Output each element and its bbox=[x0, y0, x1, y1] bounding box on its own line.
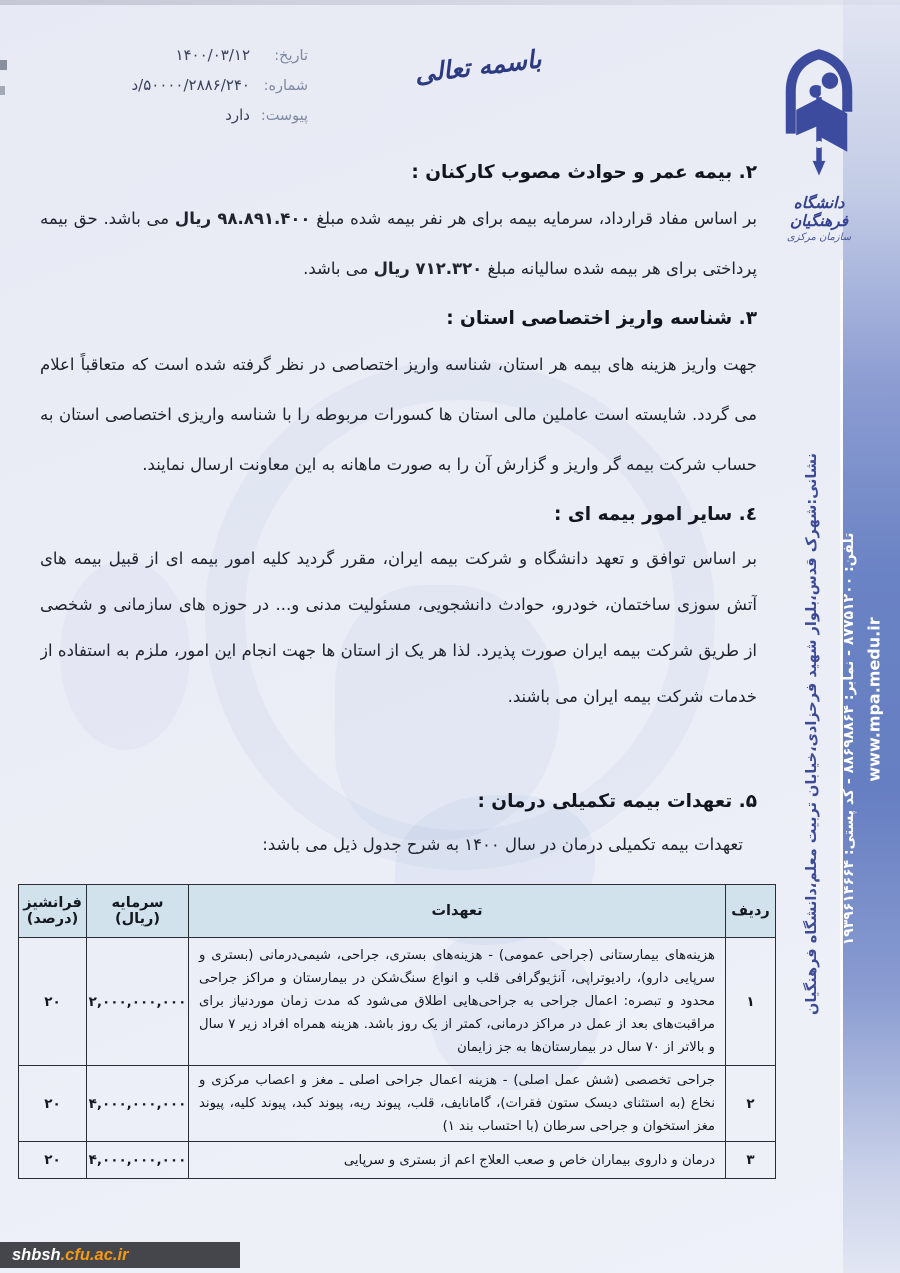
letter-body bbox=[40, 156, 757, 781]
table-row bbox=[19, 938, 776, 1066]
cell-row-number: ۲ bbox=[726, 1066, 776, 1142]
attachment-value: دارد bbox=[225, 106, 250, 124]
section-title-deposit-id: ۳. شناسه واریز اختصاصی استان : bbox=[446, 308, 757, 329]
cell-franchise: ۲۰ bbox=[19, 938, 87, 1066]
scan-speck bbox=[0, 60, 7, 70]
section-title-supplementary: ۵. تعهدات بیمه تکمیلی درمان : bbox=[477, 791, 757, 812]
website-vertical-text: www.mpa.medu.ir bbox=[864, 617, 884, 782]
col-header-row-number: ردیف bbox=[726, 885, 776, 938]
site-watermark-suffix: .cfu.ac.ir bbox=[60, 1246, 129, 1264]
table-header-row bbox=[19, 885, 776, 938]
site-watermark bbox=[0, 1242, 240, 1268]
supplementary-intro: تعهدات بیمه تکمیلی درمان در سال ۱۴۰۰ به شرح جدول ذیل می باشد: bbox=[262, 835, 743, 854]
section-paragraph-life-insurance bbox=[40, 194, 757, 294]
number-label: شماره: bbox=[263, 78, 308, 94]
university-name: دانشگاه فرهنگیان bbox=[789, 194, 849, 230]
section-paragraph-other-insurance: بر اساس توافق و تعهد دانشگاه و شرکت بیمه ایران، مقرر گردید کلیه امور بیمه ای از قبیل بیمه های آتش سوزی ساختمان، خودرو، حوادث دانشجویی، مسئولیت مدنی و... در حوزه های سازمانی و شخصی از طریق شرکت بیمه ایران صورت پذیرد. لذا هر یک از استان ها جهت انجام این امور، ملزم به استفاده از خدمات شرکت بیمه ایران می باشند. bbox=[40, 549, 757, 706]
annual-premium-amount: ۷۱۲.۳۲۰ ریال bbox=[373, 259, 483, 278]
date-value: ۱۴۰۰/۰۳/۱۲ bbox=[175, 46, 250, 64]
number-field bbox=[58, 76, 308, 106]
attachment-label: پیوست: bbox=[260, 108, 308, 124]
phone-fax-postal-vertical-text: تلفن: ۸۷۷۵۱۲۰۰ - نمابر: ۸۸۶۹۸۸۶۴ - کد پستی: ۱۹۳۹۶۱۴۶۶۴ bbox=[841, 532, 857, 946]
date-field bbox=[58, 46, 308, 76]
cell-franchise: ۲۰ bbox=[19, 1142, 87, 1179]
attachment-field bbox=[58, 106, 308, 136]
bismillah-calligraphy: باسمه تعالی bbox=[413, 44, 543, 89]
number-value: ۵۰۰۰۰/۲۸۸۶/۲۴۰/د bbox=[131, 76, 250, 94]
cell-row-number: ۱ bbox=[726, 938, 776, 1066]
cell-capital: ۲,۰۰۰,۰۰۰,۰۰۰ bbox=[87, 938, 189, 1066]
letter-body-supplementary bbox=[40, 777, 757, 867]
cell-franchise: ۲۰ bbox=[19, 1066, 87, 1142]
scan-top-edge bbox=[0, 0, 900, 5]
col-header-franchise: فرانشیز (درصد) bbox=[19, 885, 87, 938]
table-row bbox=[19, 1066, 776, 1142]
supplementary-insurance-table bbox=[18, 884, 776, 1179]
cell-row-number: ۳ bbox=[726, 1142, 776, 1179]
col-header-capital: سرمایه (ریال) bbox=[87, 885, 189, 938]
cell-obligation: جراحی تخصصی (شش عمل اصلی) - هزینه اعمال جراحی اصلی ـ مغز و اعصاب مرکزی و نخاع (به استثنای دیسک ستون فقرات)، گامانایف، قلب، پیوند ریه، پیوند کبد، پیوند کلیه، پیوند مغز استخوان و جراحی سرطان (با احتساب بند ۱) bbox=[189, 1066, 726, 1142]
university-logo-icon bbox=[778, 46, 860, 192]
col-header-obligations: تعهدات bbox=[189, 885, 726, 938]
central-organization-label: سازمان مرکزی bbox=[786, 232, 852, 243]
university-logo bbox=[763, 46, 875, 243]
section-paragraph-deposit-id: جهت واریز هزینه های بیمه هر استان، شناسه واریز اختصاصی در نظر گرفته شده است که متعاقباً اعلام می گردد. شایسته است عاملین مالی استان ها کسورات مربوطه را با شناسه واریزی اختصاصی استان به حساب شرکت بیمه گر واریز و گزارش آن را به صورت ماهانه به این معاونت ارسال نمایند. bbox=[40, 355, 757, 474]
section-title-other-insurance: ٤. سایر امور بیمه ای : bbox=[554, 504, 757, 525]
cell-obligation: درمان و داروی بیماران خاص و صعب العلاج اعم از بستری و سرپایی bbox=[189, 1142, 726, 1179]
cell-obligation: هزینه‌های بیمارستانی (جراحی عمومی) - هزینه‌های بستری، جراحی، شیمی‌درمانی (بستری و سرپایی دارو)، رادیوتراپی، آنژیوگرافی قلب و انواع سنگ‌شکن در بیمارستان و مراکز جراحی محدود و تبصره: اعمال جراحی به جراحی‌هایی اطلاق می‌شود که مدت زمان موردنیاز برای مراقبت‌های بعد از عمل در مراکز درمانی، کمتر از یک روز باشد. هزینه همراه افراد زیر ۷ سال و بالاتر از ۷۰ سال در بیمارستان‌ها به جز زایمان bbox=[189, 938, 726, 1066]
cell-capital: ۴,۰۰۰,۰۰۰,۰۰۰ bbox=[87, 1142, 189, 1179]
date-label: تاریخ: bbox=[274, 48, 308, 64]
insured-capital-amount: ۹۸.۸۹۱.۴۰۰ ریال bbox=[174, 209, 311, 228]
table-row bbox=[19, 1142, 776, 1179]
site-watermark-prefix: shbsh bbox=[12, 1246, 61, 1264]
address-vertical-text: نشانی:شهرک قدس،بلوار شهید فرحزادی،خیابان تربیت معلم،دانشگاه فرهنگیان bbox=[804, 453, 820, 1015]
life-text-2: می باشد. حق بیمه پرداختی برای هر بیمه شده سالیانه مبلغ bbox=[40, 209, 757, 278]
life-text-1: بر اساس مفاد قرارداد، سرمایه بیمه برای هر نفر بیمه شده مبلغ bbox=[310, 209, 757, 228]
cell-capital: ۴,۰۰۰,۰۰۰,۰۰۰ bbox=[87, 1066, 189, 1142]
letter-meta-fields bbox=[58, 46, 308, 136]
scan-speck bbox=[0, 86, 5, 95]
life-text-3: می باشد. bbox=[303, 259, 374, 278]
section-title-life-insurance: ۲. بیمه عمر و حوادث مصوب کارکنان : bbox=[411, 162, 757, 183]
